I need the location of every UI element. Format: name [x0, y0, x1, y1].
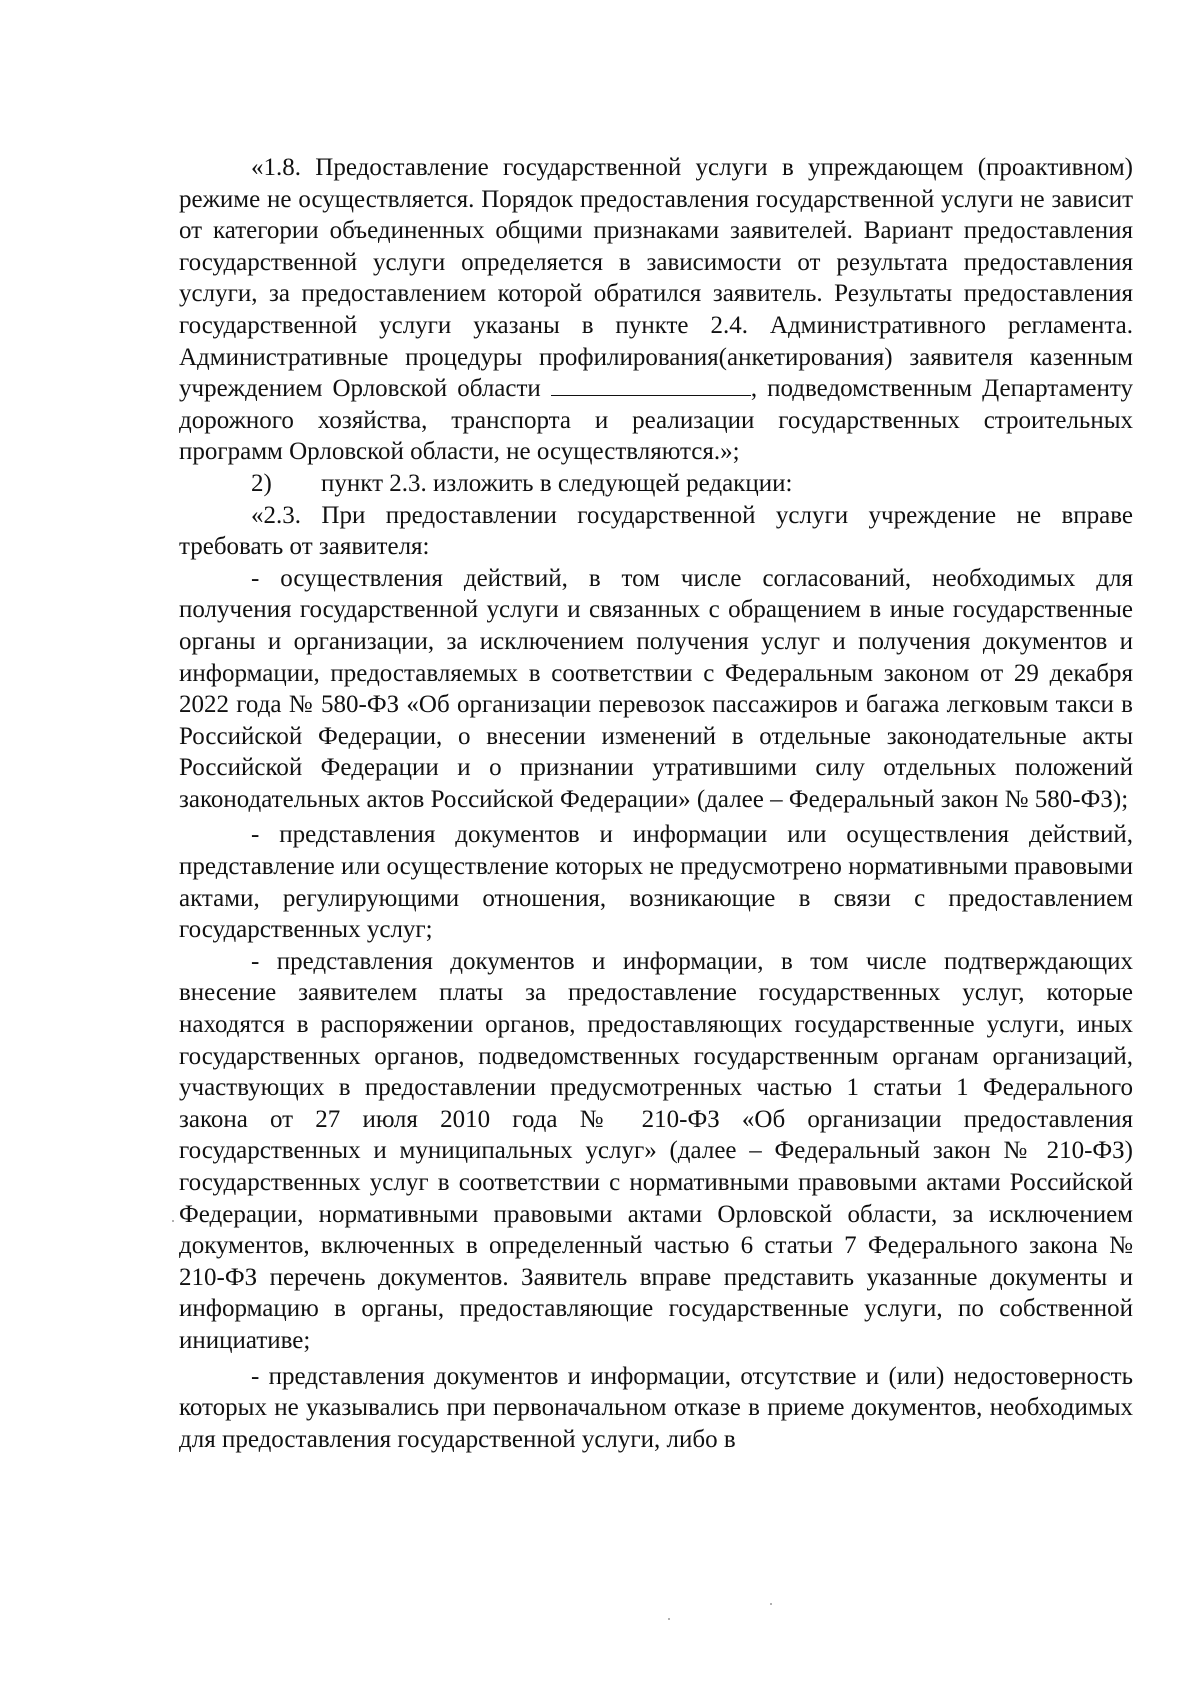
paragraph-1-8 [179, 152, 1133, 468]
paragraph-2-3-intro: «2.3. При предоставлении государственной услуги учреждение не вправе требовать от заявителя: [179, 501, 1133, 561]
item-2-text: пункт 2.3. изложить в следующей редакции: [321, 469, 793, 497]
list-item-documents-not-required: - представления документов и информации или осуществления действий, представление или осуществление которых не предусмотрено нормативными правовыми актами, регулирующими отношения, возникающие в связи с предоставлением государственных услуг; [179, 821, 1133, 944]
scan-speck [668, 1618, 670, 1620]
paragraph-1-8-text-a: «1.8. Предоставление государственной услуги в упреждающем (проактивном) режиме не осуществляется. Порядок предоставления государственной услуги не зависит от категории объединенных общими признаками заявителей. Вариант предоставления государственной услуги определяется в зависимости от результата предоставления услуги, за предоставлением которой обратился заявитель. Результаты предоставления государственной услуги указаны в пункте 2.4. Административного регламента. Административные процедуры профилирования(анкетирования) заявителя казенным учреждением Орловской области [179, 154, 1133, 403]
list-item-actions: - осуществления действий, в том числе согласований, необходимых для получения государственной услуги и связанных с обращением в иные государственные органы и организации, за исключением получения услуг и получения документов и информации, предоставляемых в соответствии с Федеральным законом от 29 декабря 2022 года № 580-ФЗ «Об организации перевозок пассажиров и багажа легковым такси в Российской Федерации, о внесении изменений в отдельные законодательные акты Российской Федерации и о признании утратившими силу отдельных положений законодательных актов Российской Федерации» (далее – Федеральный закон № 580-ФЗ); [179, 564, 1133, 813]
blank-fill-line [551, 373, 751, 396]
item-2 [179, 468, 1133, 500]
paragraph-1-8-text-b: , подведомственным Департаменту дорожного хозяйства, транспорта и реализации государственных строительных программ Орловской области, не осуществляются.»; [179, 375, 1133, 466]
scan-speck [770, 1603, 772, 1605]
document-body [179, 152, 1133, 1455]
list-item-documents-in-possession: - представления документов и информации, в том числе подтверждающих внесение заявителем платы за предоставление государственных услуг, которые находятся в распоряжении органов, предоставляющих государственные услуги, иных государственных органов, подведомственных государственным органам организаций, участвующих в предоставлении предусмотренных частью 1 статьи 1 Федерального закона от 27 июля 2010 года № 210-ФЗ «Об организации предоставления государственных и муниципальных услуг» (далее – Федеральный закон № 210-ФЗ) государственных услуг в соответствии с нормативными правовыми актами Российской Федерации, нормативными правовыми актами Орловской области, за исключением документов, включенных в определенный частью 6 статьи 7 Федерального закона № 210-ФЗ перечень документов. Заявитель вправе представить указанные документы и информацию в органы, предоставляющие государственные услуги, по собственной инициативе; [179, 947, 1133, 1354]
item-2-number: 2) [251, 469, 272, 497]
scan-speck [172, 1220, 174, 1222]
list-item-documents-not-indicated: - представления документов и информации, отсутствие и (или) недостоверность которых не указывались при первоначальном отказе в приеме документов, необходимых для предоставления государственной услуги, либо в [179, 1362, 1133, 1453]
